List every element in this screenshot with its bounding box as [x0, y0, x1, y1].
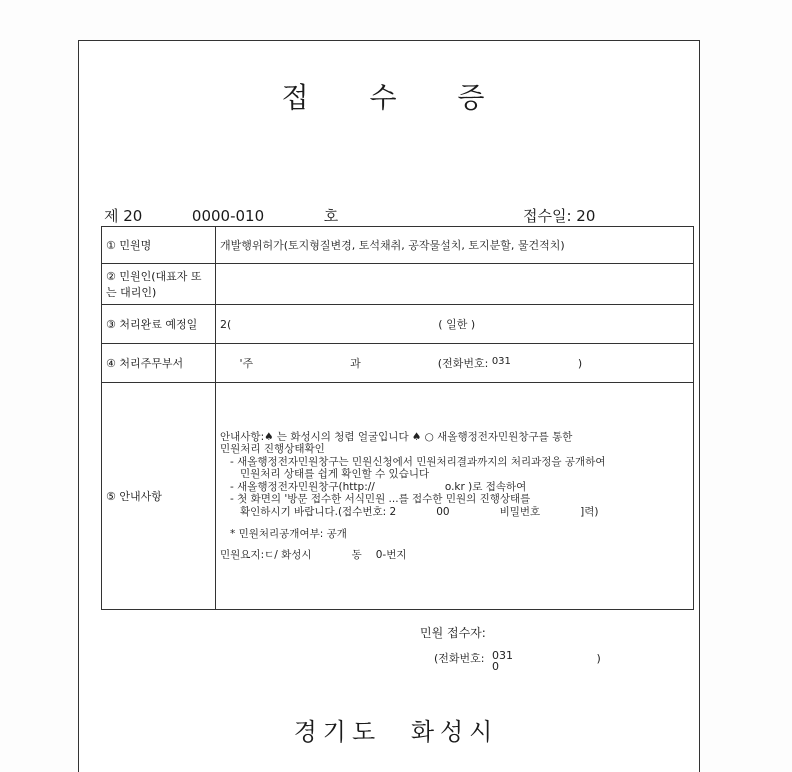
guide-summary-bunji: 번지	[386, 548, 407, 561]
due-date-label: ③ 처리완료 예정일	[102, 305, 216, 344]
doc-number-suffix: 호	[323, 207, 339, 225]
guide-line	[220, 481, 689, 494]
department-phone: 031	[491, 356, 511, 367]
guide-label: ⑤ 안내사항	[102, 383, 216, 610]
doc-number-prefix: 제 20	[104, 207, 143, 225]
table-row	[102, 264, 694, 305]
due-date-workdays: ( 일한 )	[438, 318, 476, 331]
guide-line	[220, 549, 689, 562]
receipt-form-table	[101, 226, 694, 610]
receiver-phone-close: )	[596, 652, 601, 665]
receiver-phone-line1: 031	[492, 649, 514, 662]
petitioner-value	[216, 264, 694, 305]
receipt-date: 접수일: 20	[523, 207, 596, 225]
department-phone-label: (전화번호:	[437, 357, 489, 370]
department-value: '주	[239, 357, 254, 370]
receiver-phone-label: (전화번호:	[434, 652, 485, 665]
doc-number-value: 0000-010	[191, 207, 265, 225]
guide-line: - 새올행정전자민원창구는 민원신청에서 민원처리결과까지의 처리과정을 공개하여	[230, 455, 606, 468]
receiver-label: 민원 접수자:	[420, 626, 486, 640]
table-row	[102, 227, 694, 264]
receiver-phone-line2: 0	[492, 660, 500, 673]
guide-password-close: ]력)	[580, 505, 599, 518]
guide-summary-dong: 동	[351, 548, 362, 561]
issuer-city: 화성시	[410, 718, 499, 746]
guide-receipt-no: 확인하시기 바랍니다.(접수번호: 2	[240, 505, 397, 518]
table-row	[102, 305, 694, 344]
guide-receipt-no-part: 00	[436, 505, 450, 518]
guide-summary-lot: 0-	[375, 548, 387, 561]
guide-line: 민원처리 상태를 쉽게 확인할 수 있습니다	[240, 468, 430, 481]
department-cell	[216, 344, 694, 383]
petitioner-label: ② 민원인(대표자 또는 대리인)	[102, 264, 216, 305]
department-suffix: 과	[350, 357, 361, 370]
guide-url-prefix: - 새올행정전자민원창구(http://	[230, 480, 375, 493]
receiver-phone-number	[492, 650, 513, 672]
page-title: 접 수 증	[281, 81, 511, 114]
issuer-province: 경기도	[293, 718, 382, 746]
due-date-value: 2(	[220, 318, 232, 331]
guide-line: - 첫 화면의 '방문 접수한 서식민원 ...를 접수한 민원의 진행상태를	[230, 493, 531, 506]
guide-line	[220, 506, 689, 519]
guide-url-suffix: o.kr )로 접속하여	[444, 480, 527, 493]
petition-name-label: ① 민원명	[102, 227, 216, 264]
guide-line: 민원처리 진행상태확인	[220, 443, 325, 456]
due-date-cell	[216, 305, 694, 344]
guide-summary: 민원요지:ㄷ/ 화성시	[220, 548, 312, 561]
guide-password: 비밀번호	[499, 505, 541, 518]
table-row	[102, 344, 694, 383]
guide-line: * 민원처리공개여부: 공개	[230, 528, 347, 541]
issuer-title	[0, 712, 792, 747]
department-label: ④ 처리주무부서	[102, 344, 216, 383]
guide-line: 안내사항:♠ 는 화성시의 청렴 얼굴입니다 ♠ ○ 새올행정전자민원창구를 통한	[220, 430, 573, 443]
table-row	[102, 383, 694, 610]
document-number	[104, 205, 338, 226]
department-phone-close: )	[577, 357, 583, 370]
petition-name-value: 개발행위허가(토지형질변경, 토석채취, 공작물설치, 토지분할, 물건적치)	[216, 227, 694, 264]
receiver-phone	[434, 650, 601, 672]
guide-cell	[216, 383, 694, 610]
